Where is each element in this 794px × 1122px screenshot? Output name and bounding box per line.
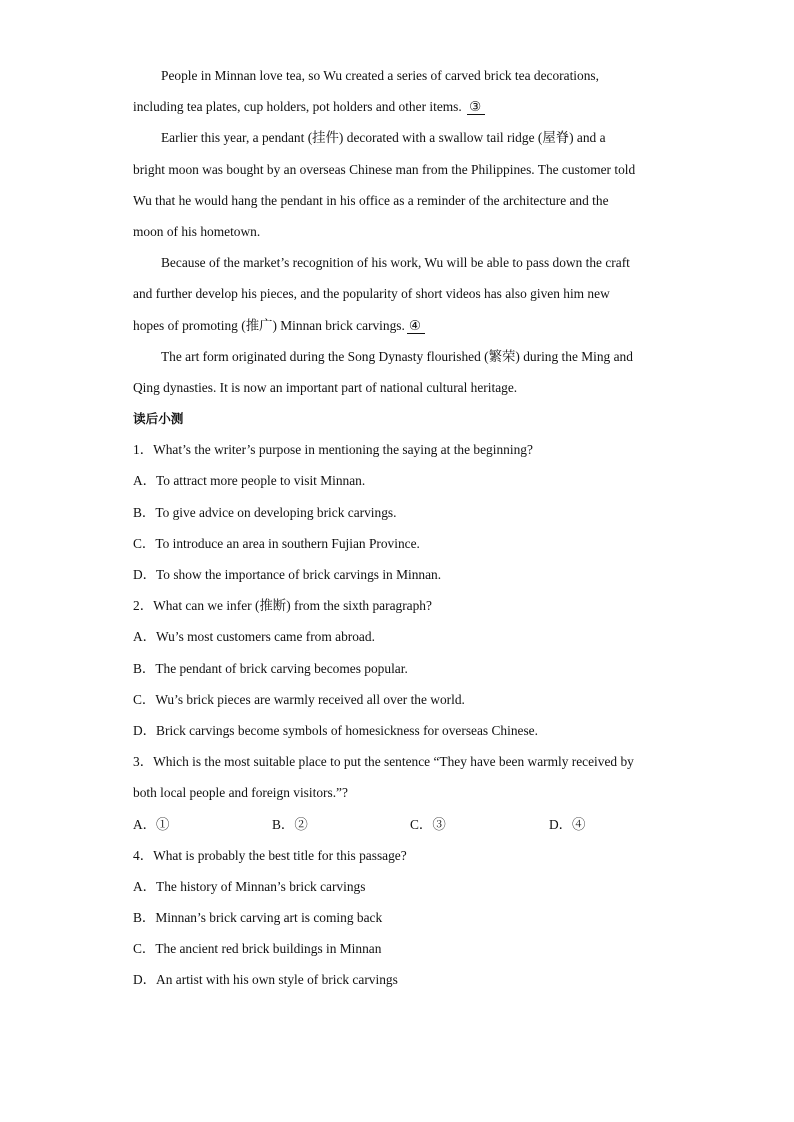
passage-p1-line1: People in Minnan love tea, so Wu created a series of carved brick tea decorations, [161,68,599,83]
q3-question-line2: both local people and foreign visitors.”? [133,785,348,801]
passage-p2-line1: Earlier this year, a pendant (挂件) decorated with a swallow tail ridge (屋脊) and a [161,130,606,146]
q4-option-d: D．An artist with his own style of brick carvings [133,972,398,988]
q4-question: 4．What is probably the best title for this passage? [133,847,407,863]
q1-question: 1．What’s the writer’s purpose in mentioning the saying at the beginning? [133,442,533,458]
blank-4: ④ [407,318,425,334]
q3-option-c: C．③ [410,816,446,832]
q3-option-d: D．④ [549,816,586,832]
q4-option-c: C．The ancient red brick buildings in Minnan [133,941,382,957]
q3-question-line1: 3．Which is the most suitable place to put the sentence “They have been warmly received by [133,754,634,770]
passage-p3-line3 [133,310,663,341]
passage-p4-line2: Qing dynasties. It is now an important part of national cultural heritage. [133,379,518,395]
q3-option-b: B．② [272,816,308,832]
quiz-heading: 读后小测 [133,411,184,427]
q2-option-c: C．Wu’s brick pieces are warmly received all over the world. [133,691,465,707]
q2-option-b: B．The pendant of brick carving becomes popular. [133,660,408,676]
passage-p1-line2-text: including tea plates, cup holders, pot holders and other items. [133,99,462,115]
passage-p2-line3: Wu that he would hang the pendant in his office as a reminder of the architecture and the [133,192,609,208]
q1-option-c: C．To introduce an area in southern Fujian Province. [133,535,420,551]
q2-question: 2．What can we infer (推断) from the sixth paragraph? [133,598,432,614]
passage-p2-line2: bright moon was bought by an overseas Chinese man from the Philippines. The customer told [133,161,636,177]
blank-3: ③ [467,99,485,115]
q4-option-a: A．The history of Minnan’s brick carvings [133,878,366,894]
passage-p3-line1: Because of the market’s recognition of his work, Wu will be able to pass down the craft [161,255,630,271]
q4-option-b: B．Minnan’s brick carving art is coming back [133,910,383,926]
passage-p3-line3-text: hopes of promoting (推广) Minnan brick carvings. [133,317,405,333]
passage-p4-line1: The art form originated during the Song Dynasty flourished (繁荣) during the Ming and [161,348,633,364]
q2-option-a: A．Wu’s most customers came from abroad. [133,629,375,645]
q3-option-a: A．① [133,816,170,832]
q1-option-b: B．To give advice on developing brick carvings. [133,504,397,520]
q3-options [133,809,663,840]
passage-p3-line2: and further develop his pieces, and the popularity of short videos has also given him new [133,286,610,302]
q1-option-a: A．To attract more people to visit Minnan. [133,473,366,489]
q2-option-d: D．Brick carvings become symbols of homesickness for overseas Chinese. [133,722,538,738]
passage-p2-line4: moon of his hometown. [133,223,261,239]
q1-option-d: D．To show the importance of brick carvings in Minnan. [133,567,442,582]
passage-p1-line2 [133,91,663,122]
document-page [133,60,663,996]
